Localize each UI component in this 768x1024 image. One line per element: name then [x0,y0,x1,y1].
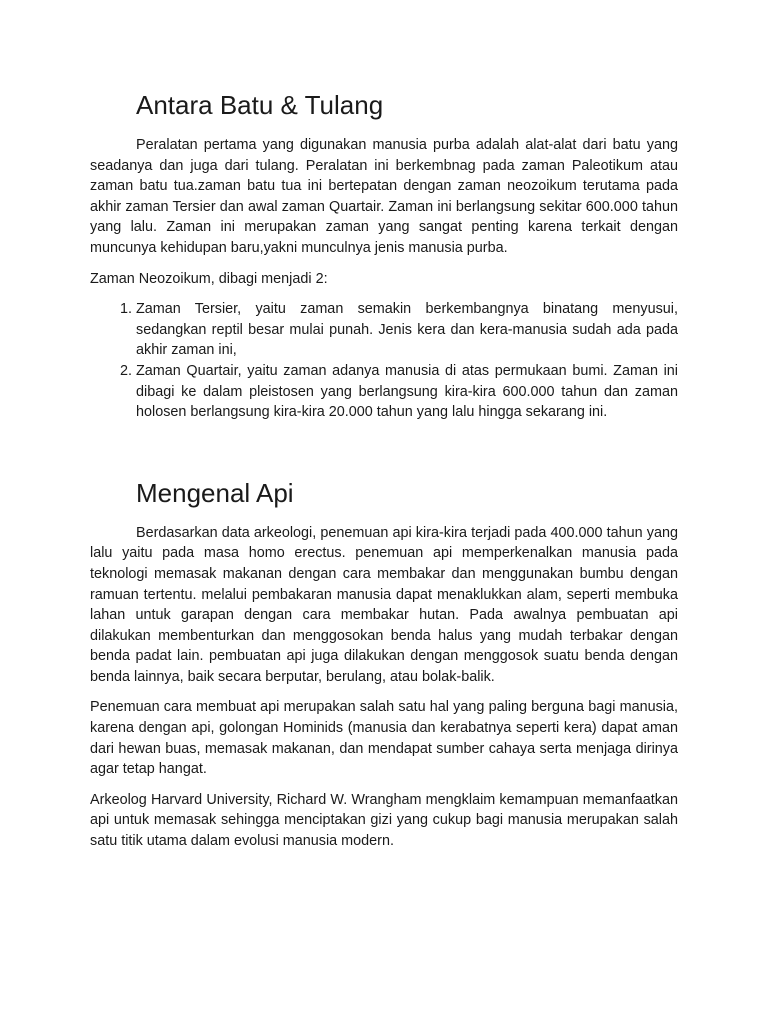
list-item-quartair: 2. Zaman Quartair, yaitu zaman adanya manusia di atas permukaan bumi. Zaman ini dibagi ke dalam pleistosen yang berlangsung kira-kira 600.000 tahun dan zaman holosen berlangsung kira-kira 20.000 tahun yang lalu hingga sekarang ini. [136,361,678,423]
paragraph-list-intro: Zaman Neozoikum, dibagi menjadi 2: [90,270,328,287]
document-content [90,88,678,862]
section-spacer [90,423,678,476]
list-item-tersier: 1. Zaman Tersier, yaitu zaman semakin berkembangnya binatang menyusui, sedangkan reptil besar mulai punah. Jenis kera dan kera-manusia sudah ada pada akhir zaman ini, [136,299,678,361]
paragraph-penemuan-cara: Penemuan cara membuat api merupakan salah satu hal yang paling berguna bagi manusia, karena dengan api, golongan Hominids (manusia dan kerabatnya seperti kera) dapat aman dari hewan buas, memasak makanan, dan mendapat sumber cahaya serta menjaga dirinya agar tetap hangat. [90,699,678,778]
section-heading-antara-batu-tulang: Antara Batu & Tulang [136,90,384,120]
paragraph-berdasarkan-data: Berdasarkan data arkeologi, penemuan api kira-kira terjadi pada 400.000 tahun yang lalu yaitu pada masa homo erectus. penemuan api memperkenalkan manusia pada teknologi memasak makanan dengan cara membakar dan menggunakan bumbu dengan ramuan tertentu. melalui pembakaran manusia dapat menaklukkan alam, seperti membuka lahan untuk garapan dengan cara membakar hutan. Pada awalnya pembuatan api dilakukan membenturkan dan menggosokan benda halus yang mudah terbakar dengan benda padat lain. pembuatan api juga dilakukan dengan menggosok suatu benda dengan benda lainnya, baik secara berputar, berulang, atau bolak-balik. [90,524,678,685]
section-heading-mengenal-api: Mengenal Api [136,477,294,508]
paragraph-peralatan-pertama: Peralatan pertama yang digunakan manusia purba adalah alat-alat dari batu yang seadanya dan juga dari tulang. Peralatan ini berkembnag pada zaman Paleotikum atau zaman batu tua.zaman batu tua ini bertepatan dengan zaman neozoikum terutama pada akhir zaman Tersier dan awal zaman Quartair. Zaman ini berlangsung sekitar 600.000 tahun yang lalu. Zaman ini merupakan zaman yang sangat penting karena terkait dengan muncunya kehidupan baru,yakni munculnya jenis manusia purba. [90,137,678,256]
paragraph-arkeolog-harvard: Arkeolog Harvard University, Richard W. Wrangham mengklaim kemampuan memanfaatkan api untuk memasak sehingga menciptakan gizi yang cukup bagi manusia merupakan salah satu titik utama dalam evolusi manusia modern. [90,791,678,850]
neozoikum-periods-list [90,299,678,423]
